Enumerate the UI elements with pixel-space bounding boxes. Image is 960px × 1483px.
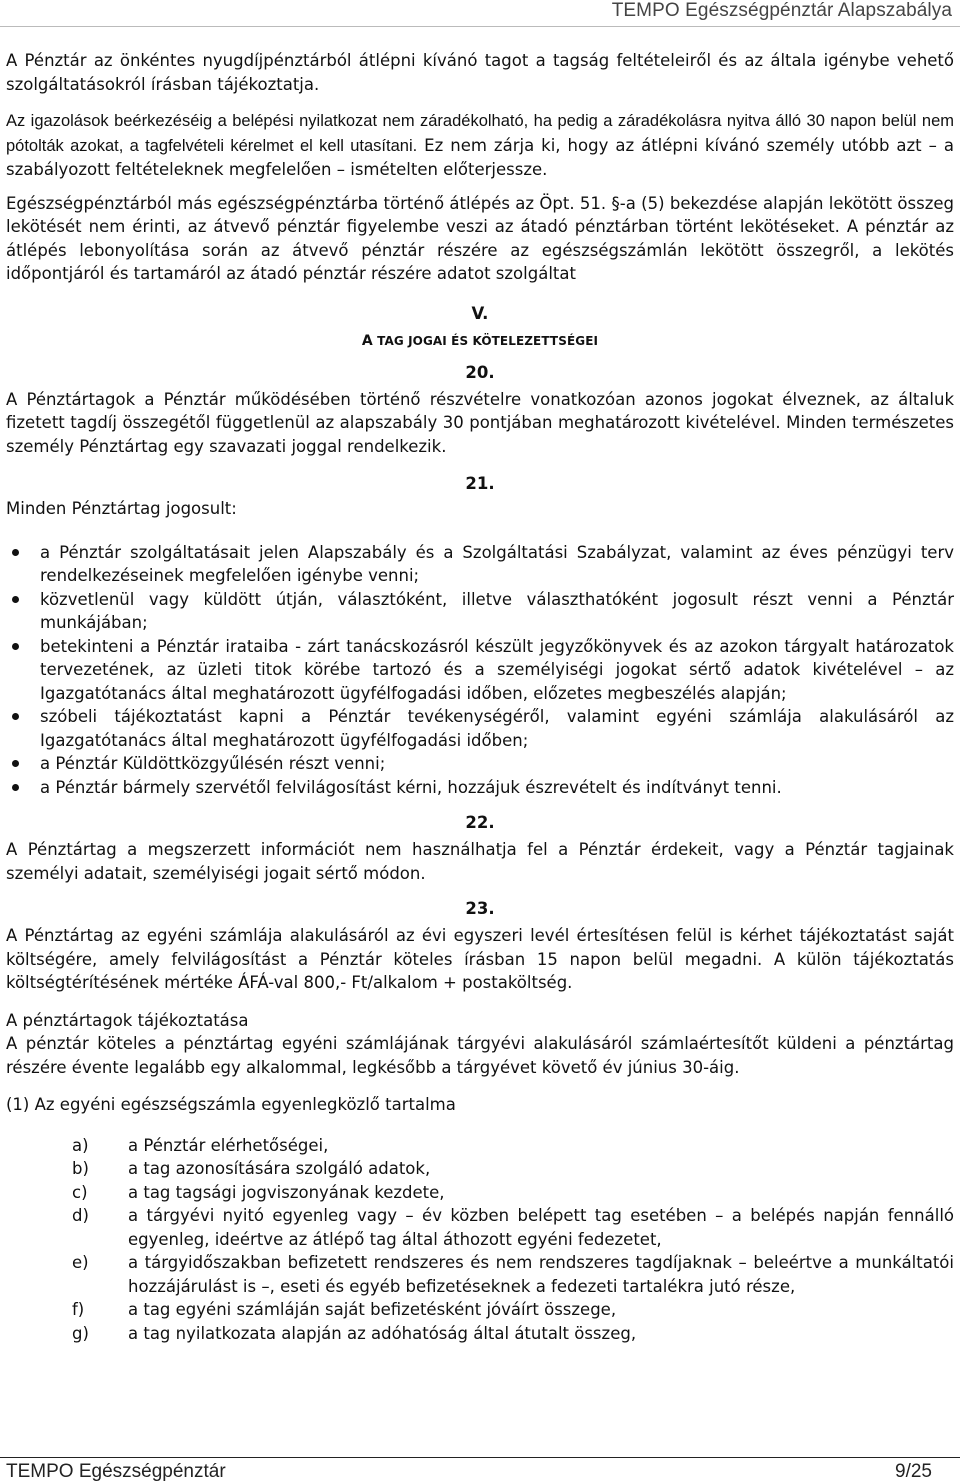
list-item: a) a Pénztár elérhetőségei,: [72, 1135, 329, 1155]
section-20-text: A Pénztártagok a Pénztár működésében történő részvételre vonatkozóan azonos jogokat élveznek, az általuk fizetett tagdíj összegétől függetlenül az alapszabály 30 pontjában meghatározott kivételével. Minden természetes személy Pénztártag egy szavazati joggal rendelkezik.: [6, 389, 954, 456]
section-21-intro: Minden Pénztártag jogosult:: [6, 499, 237, 518]
page-number: 9/25: [895, 1461, 932, 1482]
bullet-icon: [12, 643, 19, 650]
bullet-icon: [12, 549, 19, 556]
document-body: [6, 49, 954, 1345]
list-item: f) a tag egyéni számláján saját befizetésként jóváírt összege,: [72, 1300, 617, 1319]
bullet-icon: [12, 784, 19, 791]
footer-divider: [0, 1457, 960, 1458]
page-footer: [0, 1459, 960, 1481]
info-heading: A pénztártagok tájékoztatása: [6, 1010, 249, 1030]
paragraph-intro: A Pénztár az önkéntes nyugdíjpénztárból átlépni kívánó tagot a tagság feltételeiről és az általa igénybe vehető szolgáltatásokról írásban tájékoztatja.: [6, 51, 954, 94]
list-item: g) a tag nyilatkozata alapján az adóhatóság által átutalt összeg,: [72, 1323, 637, 1343]
section-22-text: A Pénztártag a megszerzett információt nem használhatja fel a Pénztár érdekeit, vagy a Pénztár tagjainak személyi adatait, személyiségi jogait sértő módon.: [6, 840, 954, 883]
list-item: betekinteni a Pénztár irataiba - zárt tanácskozásról készült jegyzőkönyvek és az azokon tárgyalt határozatok tervezetének, az üzleti titok körébe tartozó és a személyiségi jogokat sértő adatok kivételével – az Igazgatótanács által meghatározott ügyfélfogadási időben, előzetes megbeszélés alapján;: [6, 635, 954, 706]
paragraph-certificates-tail: Ez nem zárja ki, hogy az átlépni kívánó személy utóbb azt – a szabályozott feltételeknek megfelelően – ismételten előterjessze.: [6, 135, 954, 179]
section-23-text: A Pénztártag az egyéni számlája alakulásáról az évi egyszeri levél értesítésen felül is kérhet tájékoztatást saját költségére, amely felvilágosítást a Pénztár köteles írásban 15 napon belül megadni. A külön tájékoztatás költségtérítésének mértéke ÁFÁ-val 800,- Ft/alkalom + postaköltség.: [6, 926, 954, 992]
section-23-number: 23.: [465, 899, 495, 918]
paragraph-transfer: Egészségpénztárból más egészségpénztárba történő átlépés az Öpt. 51. §-a (5) bekezdése alapján lekötött összeg lekötését nem érinti, az átvevő pénztár figyelembe veszi az átadó pénztárban történt lekötéseket. A pénztár az átlépés lebonyolítása során az átvevő pénztár részére az egészségszámlán lekötött összegről, a lekötés időpontjáról és tartamáról az átadó pénztár részére adatot szolgáltat: [6, 193, 954, 283]
list-item: szóbeli tájékoztatást kapni a Pénztár tevékenységéről, valamint egyéni számlája alakulásáról az Igazgatótanács által meghatározott ügyfélfogadási időben;: [6, 705, 954, 752]
header-divider: [0, 26, 960, 27]
section-20-number: 20.: [465, 362, 495, 382]
bullet-icon: [12, 713, 19, 720]
section-22-number: 22.: [465, 813, 495, 832]
bullet-icon: [12, 596, 19, 603]
balance-statement-heading: (1) Az egyéni egészségszámla egyenlegközlő tartalma: [6, 1095, 456, 1114]
rights-list: [6, 541, 954, 800]
header-title: TEMPO Egészségpénztár Alapszabálya: [611, 0, 952, 21]
page-header: [0, 0, 960, 24]
list-item: b) a tag azonosítására szolgáló adatok,: [72, 1159, 431, 1178]
bullet-icon: [12, 760, 19, 767]
list-item: a Pénztár Küldöttközgyűlésén részt venni;: [6, 752, 954, 776]
list-item: közvetlenül vagy küldött útján, választóként, illetve választhatóként jogosult részt venni a Pénztár munkájában;: [6, 588, 954, 635]
section-21-number: 21.: [465, 474, 495, 493]
list-item: d) a tárgyévi nyitó egyenleg vagy – év közben belépett tag esetében – a belépés napján fennálló egyenleg, ideértve az átlépő tag által áthozott egyéni fedezetet,: [72, 1206, 954, 1249]
list-item: a Pénztár szolgáltatásait jelen Alapszabály és a Szolgáltatási Szabályzat, valamint az éves pénzügyi terv rendelkezéseinek megfelelően igénybe venni;: [6, 541, 954, 588]
list-item: e) a tárgyidőszakban befizetett rendszeres és nem rendszeres tagdíjaknak – beleértve a munkáltatói hozzájárulást is –, eseti és egyéb befizetéseknek a fedezeti tartalékra jutó része,: [72, 1253, 954, 1296]
balance-statement-list: [72, 1134, 954, 1346]
chapter-number: V.: [471, 303, 489, 323]
chapter-title: A TAG JOGAI ÉS KÖTELEZETTSÉGEI: [361, 332, 599, 349]
list-item: c) a tag tagsági jogviszonyának kezdete,: [72, 1182, 445, 1202]
info-text: A pénztár köteles a pénztártag egyéni számlájának tárgyévi alakulásáról számlaértesítőt küldeni a pénztártag részére évente legalább egy alkalommal, legkésőbb a tárgyévet követő év június 30-áig.: [6, 1034, 954, 1077]
list-item: a Pénztár bármely szervétől felvilágosítást kérni, hozzájuk észrevételt és indítványt tenni.: [6, 776, 954, 800]
footer-org: TEMPO Egészségpénztár: [6, 1461, 226, 1482]
paragraph-certificates: Az igazolások beérkezéséig a belépési nyilatkozat nem záradékolható, ha pedig a záradékolásra nyitva álló 30 napon belül nem pótolták azokat, a tagfelvételi kérelmet el kell utasítani. Ez nem zárja ki, hogy az átlépni kívánó személy utóbb azt – a szabályozott feltételeknek megfelelően – ismételten előterjessze.: [6, 112, 954, 179]
